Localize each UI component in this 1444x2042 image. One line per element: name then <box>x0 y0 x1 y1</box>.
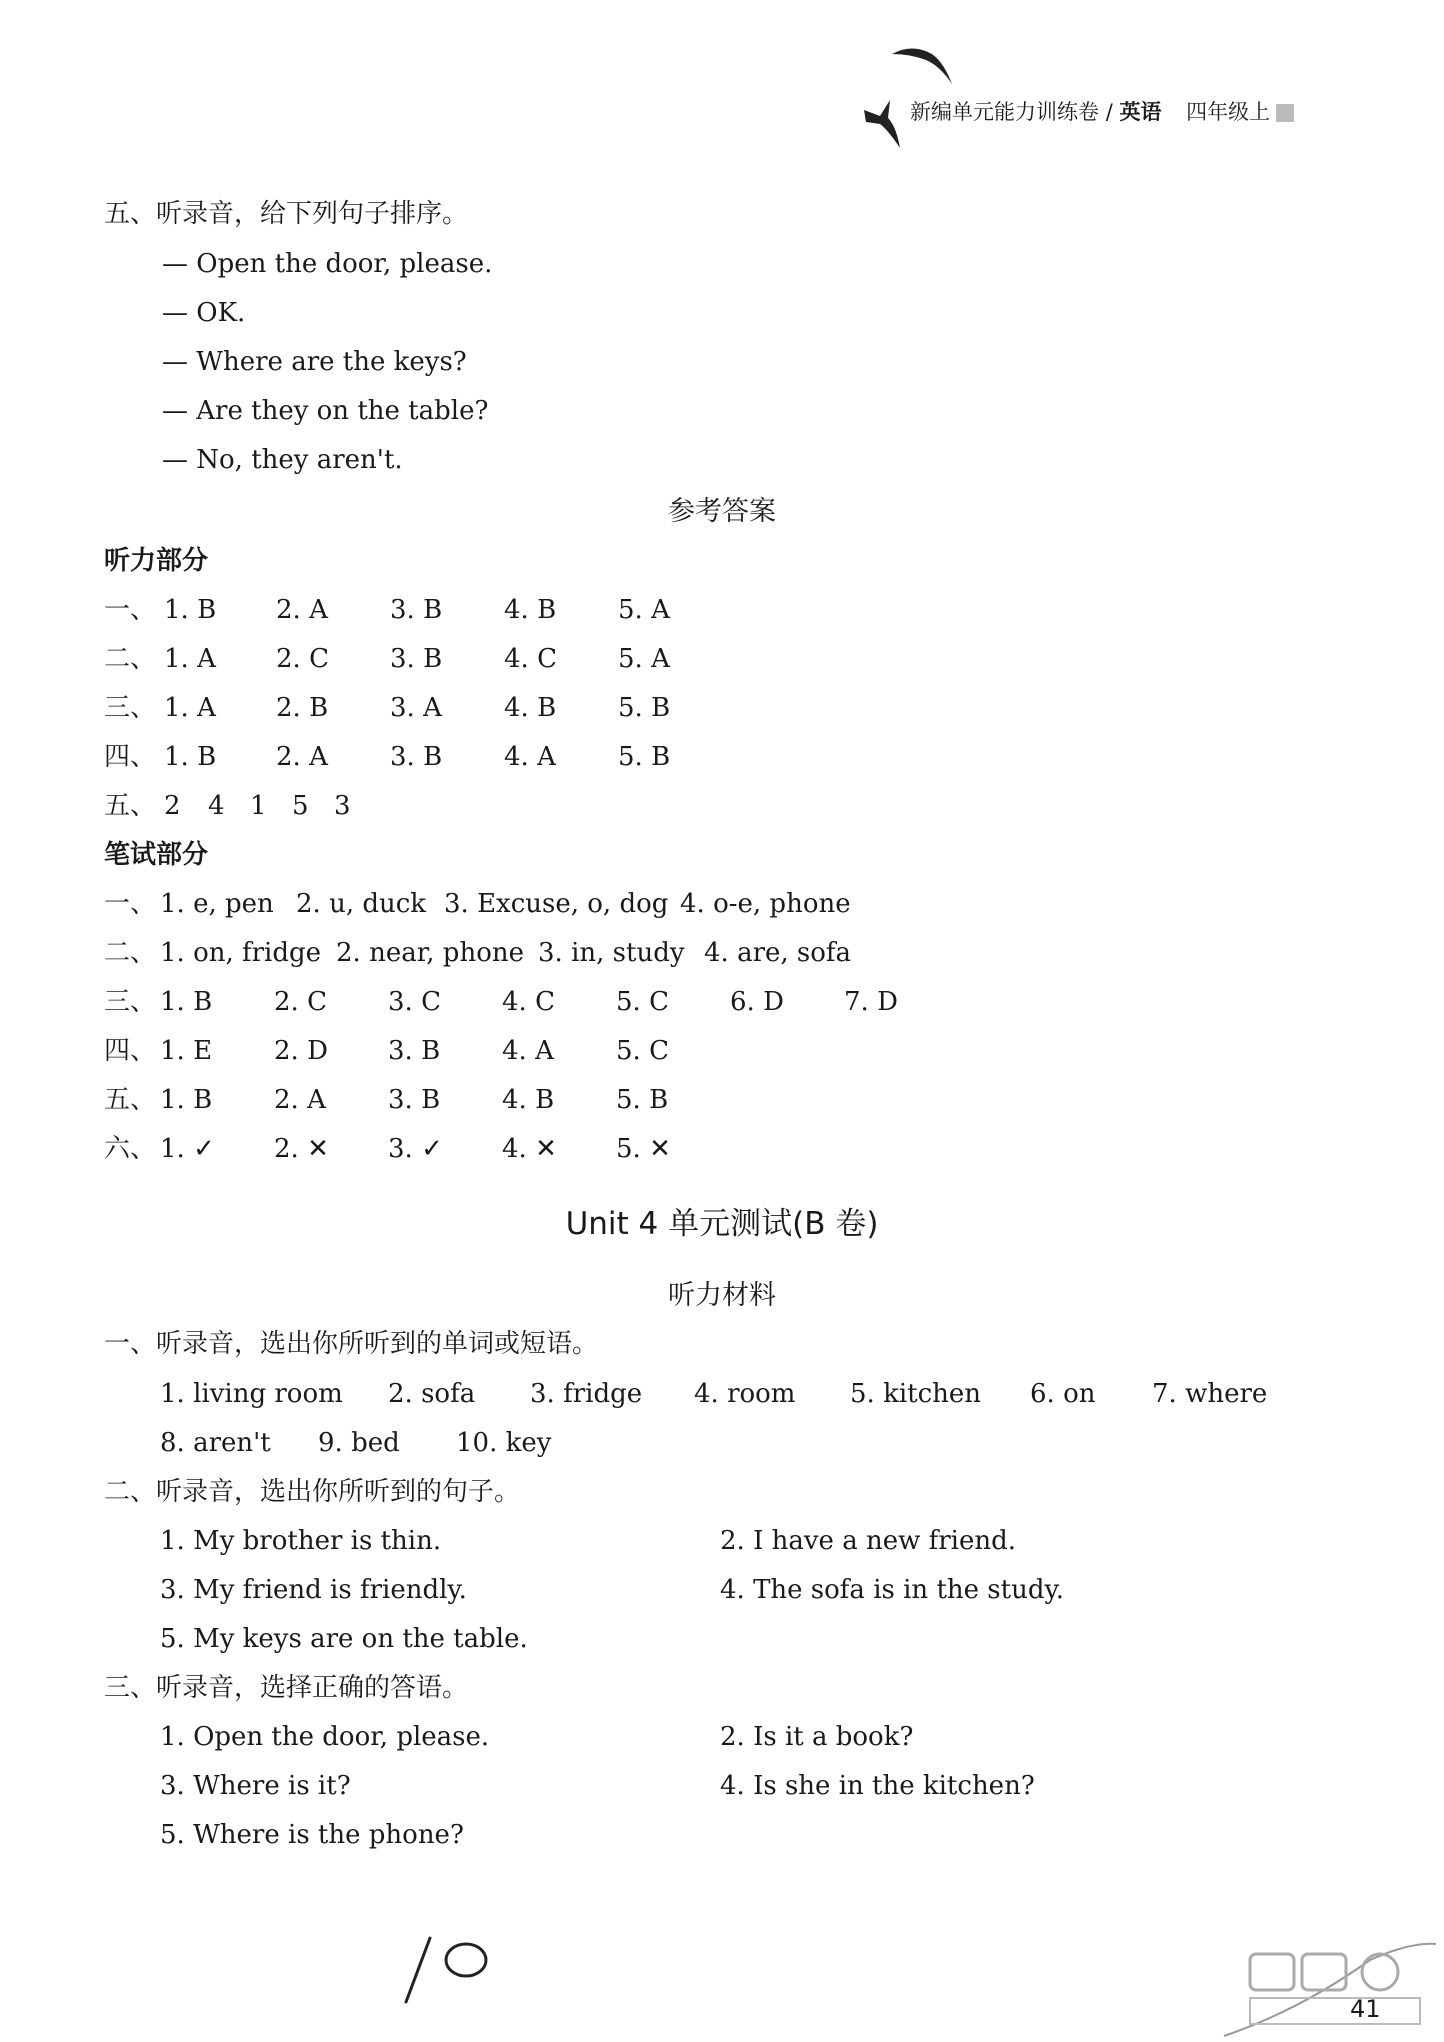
header-separator: / <box>1105 100 1113 124</box>
q2-item: 5. My keys are on the table. <box>160 1624 528 1654</box>
bird-bottom-icon <box>860 96 912 154</box>
q3-item: 4. Is she in the kitchen? <box>720 1771 1035 1801</box>
q2-item: 2. I have a new friend. <box>720 1526 1017 1556</box>
q3-item: 3. Where is it? <box>160 1771 351 1801</box>
answer-row: 二、 1. on, fridge 2. near, phone 3. in, study 4. are, sofa <box>104 938 852 968</box>
answer-row: 六、 1. ✓ 2. ✕ 3. ✓ 4. ✕ 5. ✕ <box>104 1134 671 1164</box>
bird-top-icon <box>890 40 960 90</box>
answer-row: 五、 2 4 1 5 3 <box>104 791 351 821</box>
unit-title: Unit 4 单元测试(B 卷) <box>565 1206 879 1242</box>
q3-heading: 三、听录音，选择正确的答语。 <box>104 1673 469 1703</box>
page-header <box>910 96 1370 126</box>
handwritten-number <box>400 1930 510 2010</box>
material-title: 听力材料 <box>668 1280 776 1311</box>
answer-row: 四、 1. B 2. A 3. B 4. A 5. B <box>104 742 671 772</box>
header-title: 新编单元能力训练卷 <box>910 100 1099 124</box>
q2-item: 1. My brother is thin. <box>160 1526 442 1556</box>
answer-row: 一、 1. B 2. A 3. B 4. B 5. A <box>104 595 670 625</box>
answer-row: 三、 1. A 2. B 3. A 4. B 5. B <box>104 693 671 723</box>
q1-row: 8. aren't 9. bed 10. key <box>160 1428 552 1458</box>
q2-item: 4. The sofa is in the study. <box>720 1575 1064 1605</box>
answers-title: 参考答案 <box>668 496 776 527</box>
header-grade: 四年级上 <box>1186 100 1271 124</box>
answer-row: 五、 1. B 2. A 3. B 4. B 5. B <box>104 1085 669 1115</box>
section5-item: — Are they on the table? <box>162 396 489 426</box>
section5-heading: 五、听录音，给下列句子排序。 <box>104 199 469 229</box>
section5-item: — Where are the keys? <box>162 347 467 377</box>
listening-heading: 听力部分 <box>104 546 209 576</box>
q1-heading: 一、听录音，选出你所听到的单词或短语。 <box>104 1329 599 1359</box>
answer-row: 一、 1. e, pen 2. u, duck 3. Excuse, o, dog 4. o-e, phone <box>104 889 851 919</box>
q2-item: 3. My friend is friendly. <box>160 1575 467 1605</box>
q3-item: 5. Where is the phone? <box>160 1820 464 1850</box>
header-subject: 英语 <box>1119 100 1162 124</box>
q2-heading: 二、听录音，选出你所听到的句子。 <box>104 1477 521 1507</box>
answer-row: 四、 1. E 2. D 3. B 4. A 5. C <box>104 1036 669 1066</box>
q1-row: 1. living room 2. sofa 3. fridge 4. room 5. kitchen 6. on 7. where <box>160 1379 1268 1409</box>
written-heading: 笔试部分 <box>104 840 209 870</box>
watermark-logo <box>1220 1940 1440 2040</box>
answer-row: 二、 1. A 2. C 3. B 4. C 5. A <box>104 644 670 674</box>
header-square-icon <box>1276 104 1294 122</box>
section5-item: — No, they aren't. <box>162 445 403 475</box>
section5-item: — OK. <box>162 298 246 328</box>
section5-item: — Open the door, please. <box>162 249 493 279</box>
page-number: 41 <box>1350 1995 1381 2023</box>
q3-item: 2. Is it a book? <box>720 1722 914 1752</box>
q3-item: 1. Open the door, please. <box>160 1722 490 1752</box>
answer-row: 三、 1. B 2. C 3. C 4. C 5. C 6. D 7. D <box>104 987 898 1017</box>
